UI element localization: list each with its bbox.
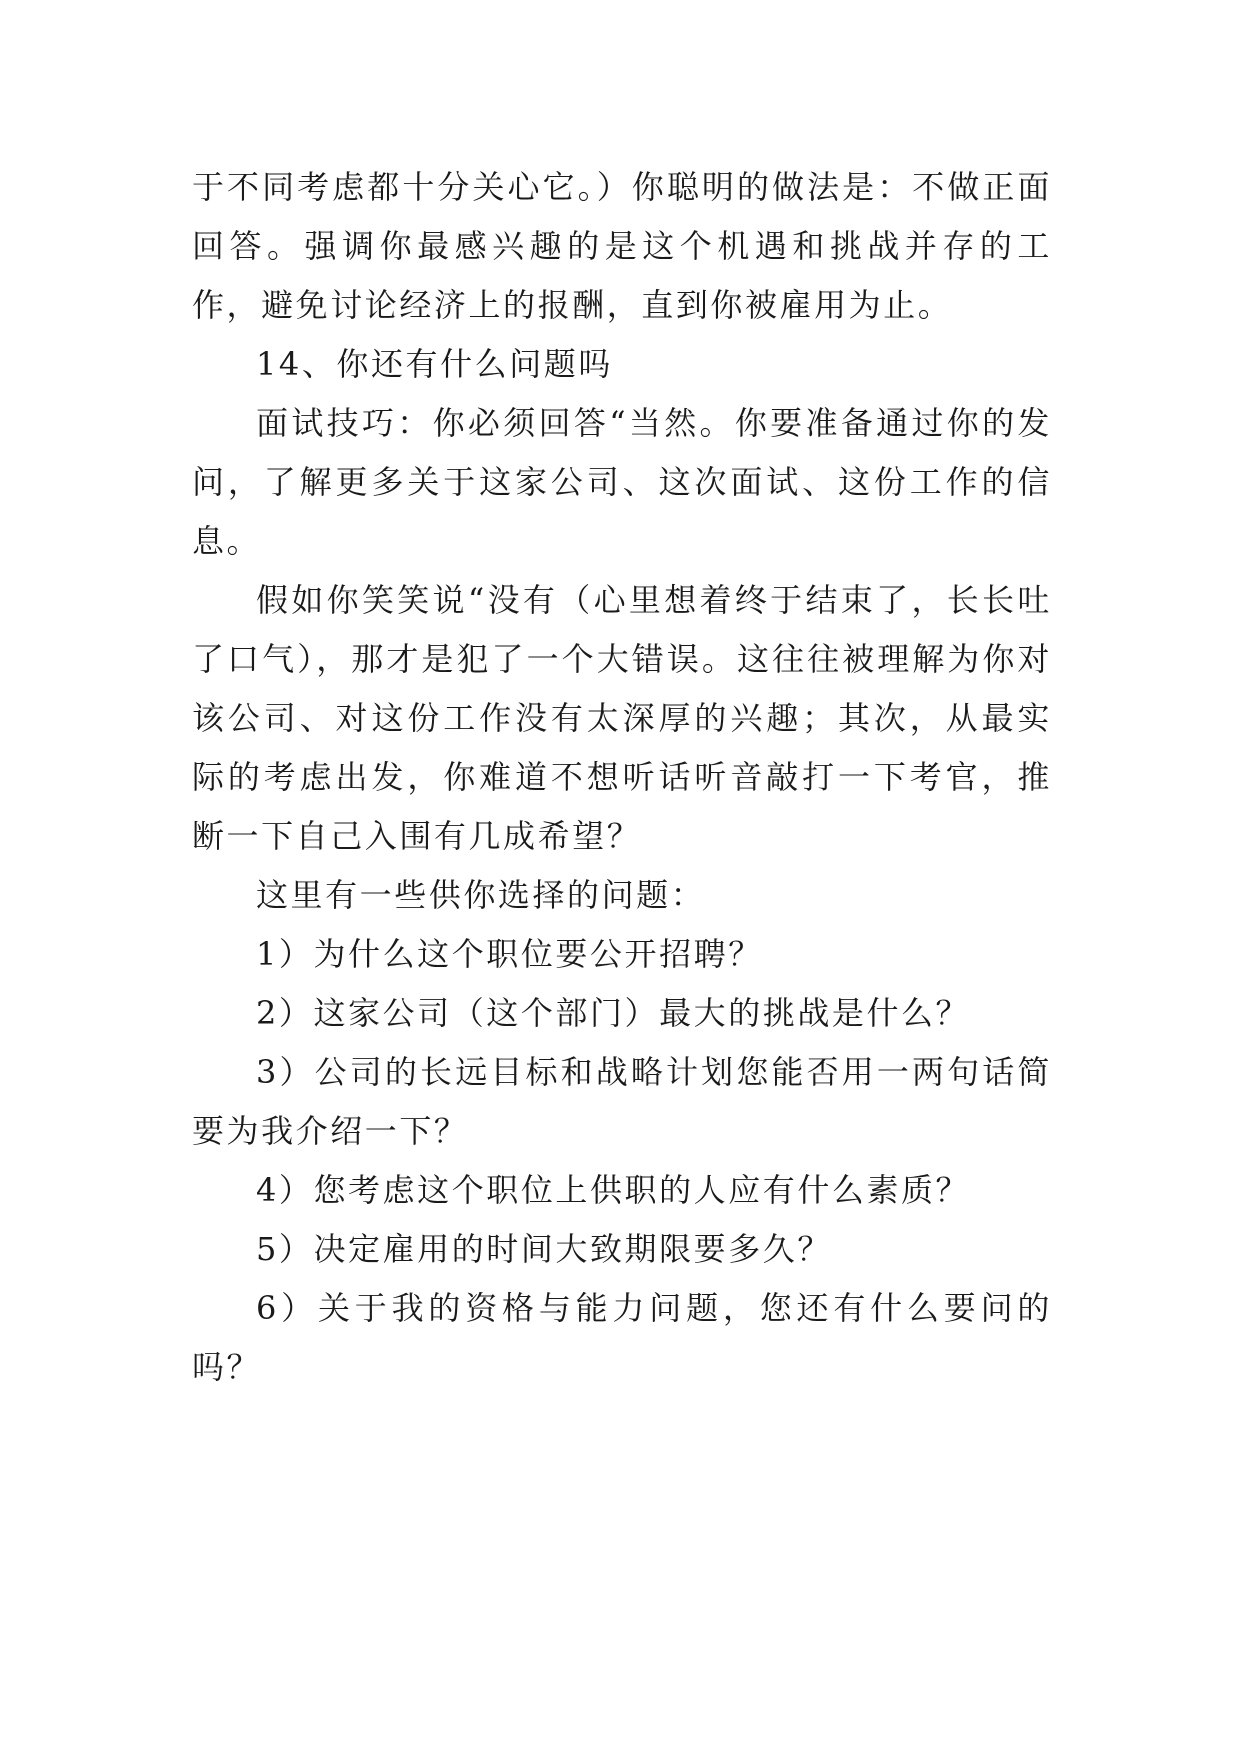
list-item-question-2: 2）这家公司（这个部门）最大的挑战是什么？ <box>256 994 971 1032</box>
paragraph-explanation: 假如你笑笑说“没有（心里想着终于结束了，长长吐了口气），那才是犯了一个大错误。这往往被理解为你对该公司、对这份工作没有太深厚的兴趣；其次，从最实际的考虑出发，你难道不想听话听音敲打一下考官，推断一下自己入围有几成希望？ <box>192 581 1052 855</box>
question-heading: 14、你还有什么问题吗 <box>256 345 613 383</box>
list-item-question-4: 4）您考虑这个职位上供职的人应有什么素质？ <box>256 1171 971 1209</box>
document-body <box>192 158 1052 1397</box>
list-item-question-3: 3）公司的长远目标和战略计划您能否用一两句话简要为我介绍一下？ <box>192 1053 1052 1150</box>
list-item-question-1: 1）为什么这个职位要公开招聘？ <box>256 935 763 973</box>
paragraph-interview-tip: 面试技巧：你必须回答“当然。你要准备通过你的发问，了解更多关于这家公司、这次面试、这份工作的信息。 <box>192 404 1052 560</box>
list-item-question-6: 6）关于我的资格与能力问题，您还有什么要问的吗？ <box>192 1289 1052 1386</box>
list-item-question-5: 5）决定雇用的时间大致期限要多久？ <box>256 1230 832 1268</box>
paragraph-continuation: 于不同考虑都十分关心它。）你聪明的做法是：不做正面回答。强调你最感兴趣的是这个机遇和挑战并存的工作，避免讨论经济上的报酬，直到你被雇用为止。 <box>192 168 1052 324</box>
paragraph-question-intro: 这里有一些供你选择的问题： <box>256 876 706 914</box>
